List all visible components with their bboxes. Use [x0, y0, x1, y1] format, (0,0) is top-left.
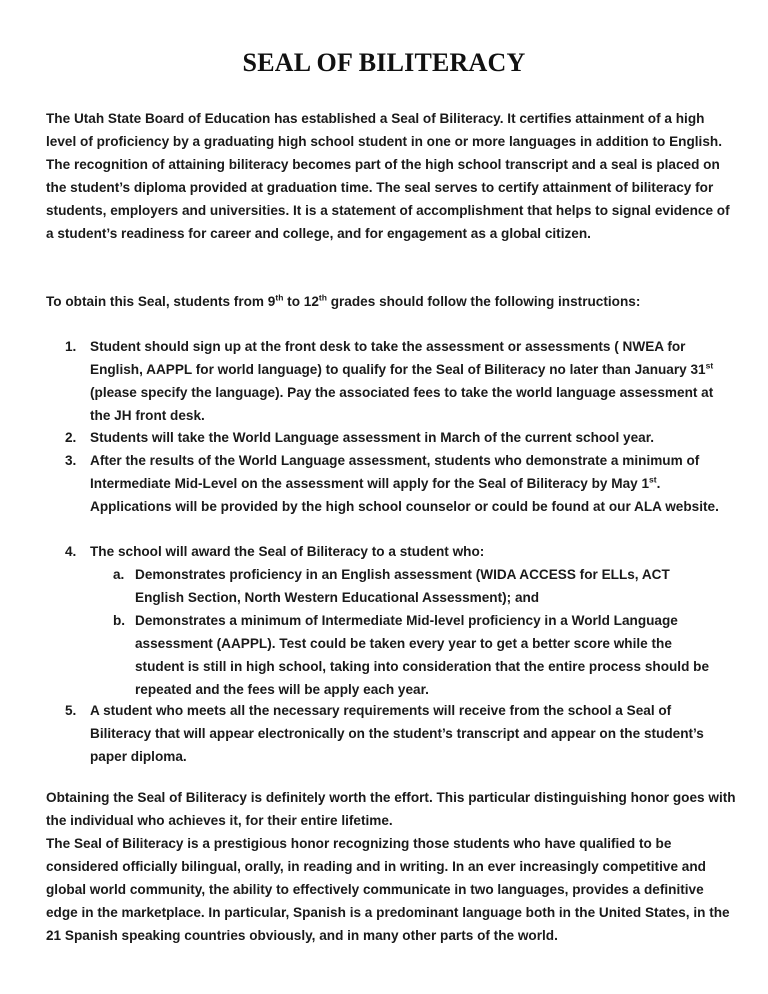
sub-item-a-text: Demonstrates proficiency in an English assessment (WIDA ACCESS for ELLs, ACT English Section, North Western Educational Assessment); and: [135, 567, 670, 605]
step-1-sup: st: [705, 360, 714, 371]
step-3-sup: st: [649, 474, 657, 485]
step-1-text-cont: (please specify the language). Pay the associated fees to take the world language assessment at the JH front desk.: [90, 384, 714, 423]
lead-text-3: grades should follow the following instructions:: [326, 294, 641, 309]
closing-paragraph-2: The Seal of Biliteracy is a prestigious honor recognizing those students who have qualified to be considered officially bilingual, orally, in reading and in writing. In an ever increasingly competitive and global world community, the ability to effectively communicate in two languages, provides a definitive edge in the marketplace. In particular, Spanish is a predominant language both in the United States, in the 21 Spanish speaking countries obviously, and in many other parts of the world.: [46, 836, 730, 943]
list-item: [65, 427, 720, 450]
lead-text-1: To obtain this Seal, students from 9: [46, 294, 276, 309]
step-5-text: A student who meets all the necessary requirements will receive from the school a Seal of Biliteracy that will appear electronically on the student’s transcript and appear on the student’s paper diploma.: [90, 703, 704, 764]
step-3-text: After the results of the World Language assessment, students who demonstrate a minimum of Intermediate Mid-Level on the assessment will apply for the Seal of Biliteracy by May 1: [90, 453, 700, 491]
step-4-text: The school will award the Seal of Biliteracy to a student who:: [90, 544, 485, 559]
step-2-text: Students will take the World Language assessment in March of the current school year.: [90, 430, 655, 445]
list-number: 2.: [65, 430, 77, 445]
closing-paragraph-1: Obtaining the Seal of Biliteracy is definitely worth the effort. This particular distinguishing honor goes with the individual who achieves it, for their entire lifetime.: [46, 790, 736, 828]
sub-list-label: a.: [113, 567, 125, 582]
step-1-text: Student should sign up at the front desk to take the assessment or assessments ( NWEA for English, AAPPL for world language) to qualify for the Seal of Biliteracy no later than January 31: [90, 339, 706, 377]
sub-list-item: [113, 564, 720, 610]
list-item: [65, 700, 720, 769]
intro-paragraph: The Utah State Board of Education has established a Seal of Biliteracy. It certifies attainment of a high level of proficiency by a graduating high school student in one or more languages in addition to English. The recognition of attaining biliteracy becomes part of the high school transcript and a seal is placed on the student’s diploma provided at graduation time. The seal serves to certify attainment of biliteracy for students, employers and universities. It is a statement of accomplishment that helps to signal evidence of a student’s readiness for career and college, and for engagement as a global citizen.: [46, 111, 730, 241]
list-item: [65, 450, 720, 519]
list-number: 1.: [65, 339, 77, 354]
lead-text-2: to 12: [283, 294, 319, 309]
instructions-lead: [46, 291, 736, 314]
sub-list-label: b.: [113, 613, 126, 628]
lead-sup-2: th: [318, 292, 327, 303]
list-item: [65, 541, 720, 564]
page-title: SEAL OF BILITERACY: [242, 48, 526, 77]
lead-sup-1: th: [275, 292, 284, 303]
sub-list-item: [113, 610, 720, 702]
list-number: 4.: [65, 544, 77, 559]
list-number: 3.: [65, 453, 77, 468]
list-number: 5.: [65, 703, 77, 718]
sub-item-b-text: Demonstrates a minimum of Intermediate Mid-level proficiency in a World Language assessment (AAPPL). Test could be taken every year to get a better score while the student is still in high school, taking into consideration that the entire process should be repeated and the fees will be apply each year.: [135, 613, 710, 697]
list-item: [65, 336, 720, 428]
step-3-text-cont: . Applications will be provided by the high school counselor or could be found at our ALA website.: [90, 475, 719, 514]
